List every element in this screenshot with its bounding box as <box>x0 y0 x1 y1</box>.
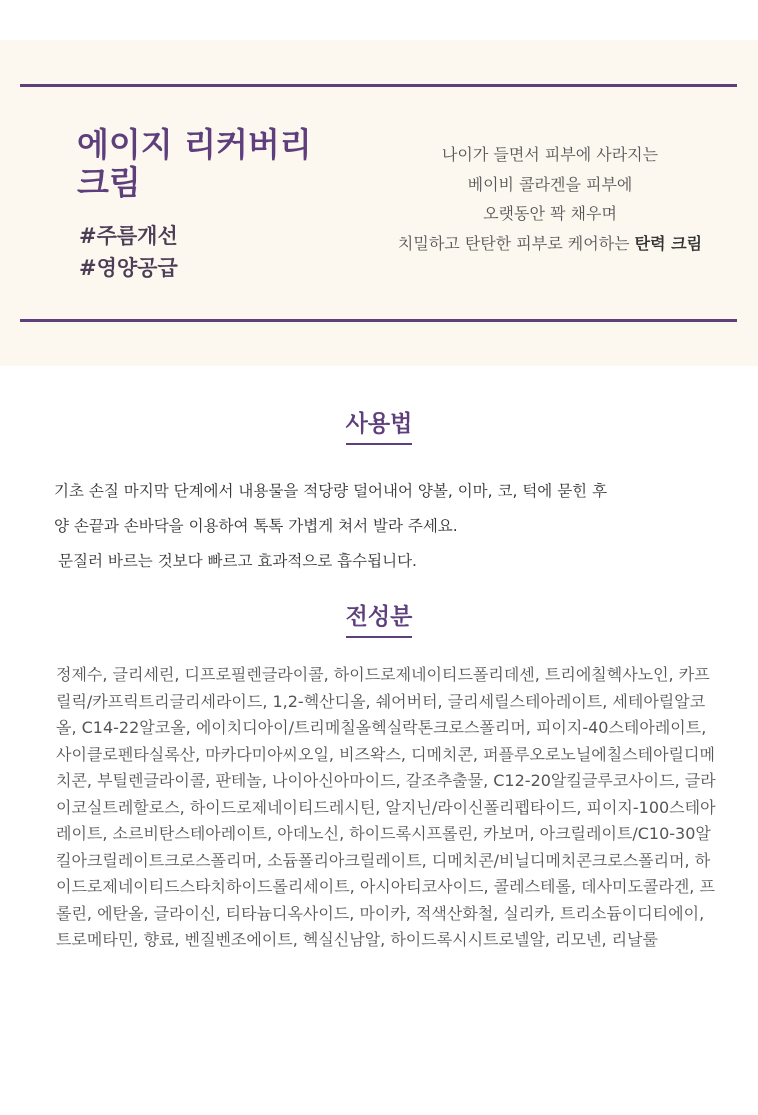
ingredients-list: 정제수, 글리세린, 디프로필렌글라이콜, 하이드로제네이티드폴리데센, 트리에칠헥사노인, 카프릴릭/카프릭트리글리세라이드, 1,2-헥산디올, 쉐어버터, 글리세릴스테아레이트, 세테아릴알코올, C14-22알코올, 에이치디아이/트리메칠올헥실락톤크로스폴리머, 피이지-40스테아레이트, 사이클로펜타실록산, 마카다미아씨오일, 비즈왁스, 디메치콘, 퍼플루오로노닐에칠스테아릴디메치콘, 부틸렌글라이콜, 판테놀, 나이아신아마이드, 갈조추출물, C12-20알킬글루코사이드, 글라이코실트레할로스, 하이드로제네이티드레시틴, 알지닌/라이신폴리펩타이드, 피이지-100스테아레이트, 소르비탄스테아레이트, 아데노신, 하이드록시프롤린, 카보머, 아크릴레이트/C10-30알킬아크릴레이트크로스폴리머, 소듐폴리아크릴레이트, 디메치콘/비닐디메치콘크로스폴리머, 하이드로제네이티드스타치하이드롤리세이트, 아시아티코사이드, 콜레스테롤, 데사미도콜라겐, 프롤린, 에탄올, 글라이신, 티타늄디옥사이드, 마이카, 적색산화철, 실리카, 트리소듐이디티에이, 트로메타민, 향료, 벤질벤조에이트, 헥실신남알, 하이드록시시트로넬알, 리모넨, 리날룰 <box>56 665 716 949</box>
product-description <box>360 140 740 258</box>
hero-banner <box>0 40 758 366</box>
description-line: 나이가 들면서 피부에 사라지는 <box>441 145 659 164</box>
usage-heading <box>0 405 758 445</box>
usage-line: 기초 손질 마지막 단계에서 내용물을 적당량 덜어내어 양볼, 이마, 코, 턱에 묻힌 후 <box>54 482 608 500</box>
description-line: 오랫동안 꽉 채우며 <box>483 204 617 223</box>
description-line <box>360 229 740 259</box>
product-name: 에이지 리커버리 크림 <box>77 125 312 202</box>
usage-title: 사용법 <box>346 405 413 445</box>
description-prefix: 치밀하고 탄탄한 피부로 케어하는 <box>397 233 635 253</box>
description-line: 베이비 콜라겐을 피부에 <box>467 174 633 194</box>
usage-line: 양 손끝과 손바닥을 이용하여 톡톡 가볍게 쳐서 발라 주세요. <box>54 517 458 535</box>
ingredients-title: 전성분 <box>346 598 413 638</box>
tag-wrinkle: #주름개선 <box>79 224 178 248</box>
usage-line: 문질러 바르는 것보다 빠르고 효과적으로 흡수됩니다. <box>58 552 417 570</box>
bottom-divider <box>20 319 737 322</box>
ingredients-heading <box>0 598 758 638</box>
top-divider <box>20 84 737 87</box>
description-emphasis: 탄력 크림 <box>634 233 703 253</box>
tag-nutrition: #영양공급 <box>79 256 178 280</box>
